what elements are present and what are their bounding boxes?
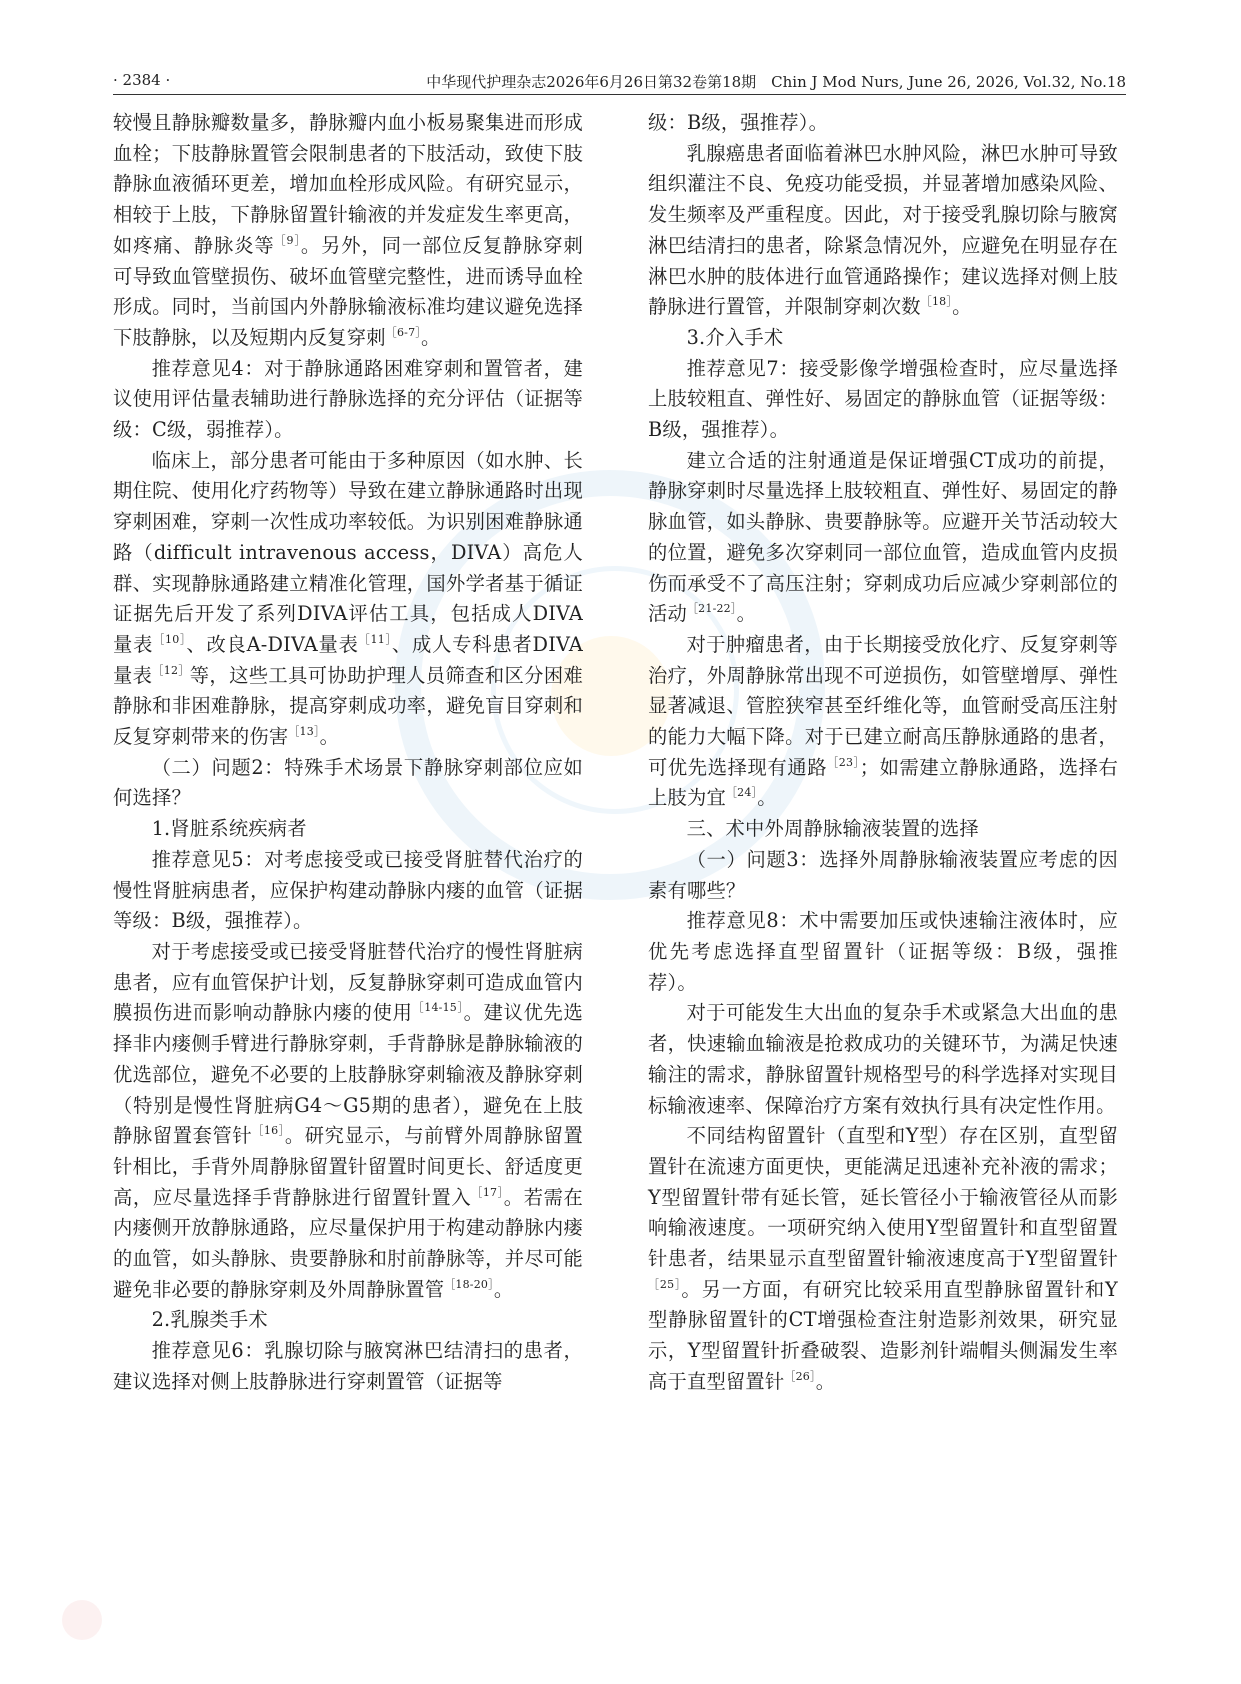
paragraph: 乳腺癌患者面临着淋巴水肿风险，淋巴水肿可导致组织灌注不良、免疫功能受损，并显著增加感染风险、发生频率及严重程度。因此，对于接受乳腺切除与腋窝淋巴结清扫的患者，除紧急情况外，应避免在明显存在淋巴水肿的肢体进行血管通路操作；建议选择对侧上肢静脉进行置管，并限制穿刺次数$^{[18]}$。 — [648, 141, 1118, 319]
paragraph: 对于可能发生大出血的复杂手术或紧急大出血的患者，快速输血输液是抢救成功的关键环节，为满足快速输注的需求，静脉留置针规格型号的科学选择对实现目标输液速率、保障治疗方案有效执行具有决定性作用。 — [648, 1001, 1118, 1117]
subheading-breast: 2.乳腺类手术 — [151, 1308, 268, 1332]
recommendation-4: 推荐意见4：对于静脉通路困难穿刺和置管者，建议使用评估量表辅助进行静脉选择的充分评估（证据等级：C级，弱推荐）。 — [113, 356, 583, 442]
paragraph: 对于考虑接受或已接受肾脏替代治疗的慢性肾脏病患者，应有血管保护计划，反复静脉穿刺可造成血管内膜损伤进而影响动静脉内瘘的使用$^{[14-15]}$。建议优先选择非内瘘侧手臂进行静脉穿刺，手背静脉是静脉输液的优选部位，避免不必要的上肢静脉穿刺输液及静脉穿刺（特别是慢性肾脏病G4～G5期的患者），避免在上肢静脉留置套管针$^{[16]}$。研究显示，与前臂外周静脉留置针相比，手背外周静脉留置针留置时间更长、舒适度更高，应尽量选择手背静脉进行留置针置入$^{[17]}$。若需在内瘘侧开放静脉通路，应尽量保护用于构建动静脉内瘘的血管，如头静脉、贵要静脉和肘前静脉等，并尽可能避免非必要的静脉穿刺及外周静脉置管$^{[18-20]}$。 — [113, 939, 584, 1301]
question-2-heading: （二）问题2：特殊手术场景下静脉穿刺部位应如何选择？ — [113, 755, 583, 810]
page-number: · 2384 · — [113, 71, 171, 89]
section-3-heading: 三、术中外周静脉输液装置的选择 — [686, 817, 979, 841]
subheading-renal: 1.肾脏系统疾病者 — [151, 817, 307, 841]
right-column — [648, 108, 1118, 1398]
journal-citation: 中华现代护理杂志2026年6月26日第32卷第18期 Chin J Mod Nurs, June 26, 2026, Vol.32, No.18 — [426, 73, 1126, 91]
paragraph: 较慢且静脉瓣数量多，静脉瓣内血小板易聚集进而形成血栓；下肢静脉置管会限制患者的下肢活动，致使下肢静脉血液循环更差，增加血栓形成风险。有研究显示，相较于上肢，下静脉留置针输液的并发症发生率更高，如疼痛、静脉炎等$^{[9]}$。另外，同一部位反复静脉穿刺可导致血管壁损伤、破坏血管壁完整性，进而诱导血栓形成。同时，当前国内外静脉输液标准均建议避免选择下肢静脉，以及短期内反复穿刺$^{[6-7]}$。 — [113, 111, 583, 349]
recommendation-5: 推荐意见5：对考虑接受或已接受肾脏替代治疗的慢性肾脏病患者，应保护构建动静脉内瘘的血管（证据等级：B级，强推荐）。 — [113, 847, 583, 933]
subheading-intervention: 3.介入手术 — [686, 325, 784, 349]
running-header — [113, 68, 1126, 95]
recommendation-8: 推荐意见8：术中需要加压或快速输注液体时，应优先考虑选择直型留置针（证据等级：B级，强推荐）。 — [648, 909, 1118, 994]
recommendation-6: 推荐意见6：乳腺切除与腋窝淋巴结清扫的患者，建议选择对侧上肢静脉进行穿刺置管（证据等 — [113, 1339, 583, 1393]
paragraph: 临床上，部分患者可能由于多种原因（如水肿、长期住院、使用化疗药物等）导致在建立静脉通路时出现穿刺困难，穿刺一次性成功率较低。为识别困难静脉通路（difficult intravenous access，DIVA）高危人群、实现静脉通路建立精准化管理，国外学者基于循证证据先后开发了系列DIVA评估工具，包括成人DIVA量表$^{[10]}$、改良A-DIVA量表$^{[11]}$、成人专科患者DIVA量表$^{[12]}$等，这些工具可协助护理人员筛查和区分困难静脉和非困难静脉，提高穿刺成功率，避免盲目穿刺和反复穿刺带来的伤害$^{[13]}$。 — [113, 448, 583, 749]
seal-watermark-icon — [62, 1600, 102, 1640]
left-column — [113, 108, 583, 1398]
paragraph: 不同结构留置针（直型和Y型）存在区别，直型留置针在流速方面更快，更能满足迅速补充补液的需求；Y型留置针带有延长管，延长管径小于输液管径从而影响输液速度。一项研究纳入使用Y型留置针和直型留置针患者，结果显示直型留置针输液速度高于Y型留置针$^{[25]}$。另一方面，有研究比较采用直型静脉留置针和Y型静脉留置针的CT增强检查注射造影剂效果，研究显示，Y型留置针折叠破裂、造影剂针端帽头侧漏发生率高于直型留置针$^{[26]}$。 — [648, 1124, 1118, 1393]
paragraph: 对于肿瘤患者，由于长期接受放化疗、反复穿刺等治疗，外周静脉常出现不可逆损伤，如管壁增厚、弹性显著减退、管腔狭窄甚至纤维化等，血管耐受高压注射的能力大幅下降。对于已建立耐高压静脉通路的患者，可优先选择现有通路$^{[23]}$；如需建立静脉通路，选择右上肢为宜$^{[24]}$。 — [648, 632, 1118, 810]
paragraph: 建立合适的注射通道是保证增强CT成功的前提，静脉穿刺时尽量选择上肢较粗直、弹性好、易固定的静脉血管，如头静脉、贵要静脉等。应避开关节活动较大的位置，避免多次穿刺同一部位血管，造成血管内皮损伤而承受不了高压注射；穿刺成功后应减少穿刺部位的活动$^{[21-22]}$。 — [648, 448, 1118, 626]
question-3-heading: （一）问题3：选择外周静脉输液装置应考虑的因素有哪些？ — [648, 847, 1118, 902]
paragraph: 级：B级，强推荐）。 — [648, 111, 829, 134]
recommendation-7: 推荐意见7：接受影像学增强检查时，应尽量选择上肢较粗直、弹性好、易固定的静脉血管（证据等级：B级，强推荐）。 — [648, 356, 1118, 442]
